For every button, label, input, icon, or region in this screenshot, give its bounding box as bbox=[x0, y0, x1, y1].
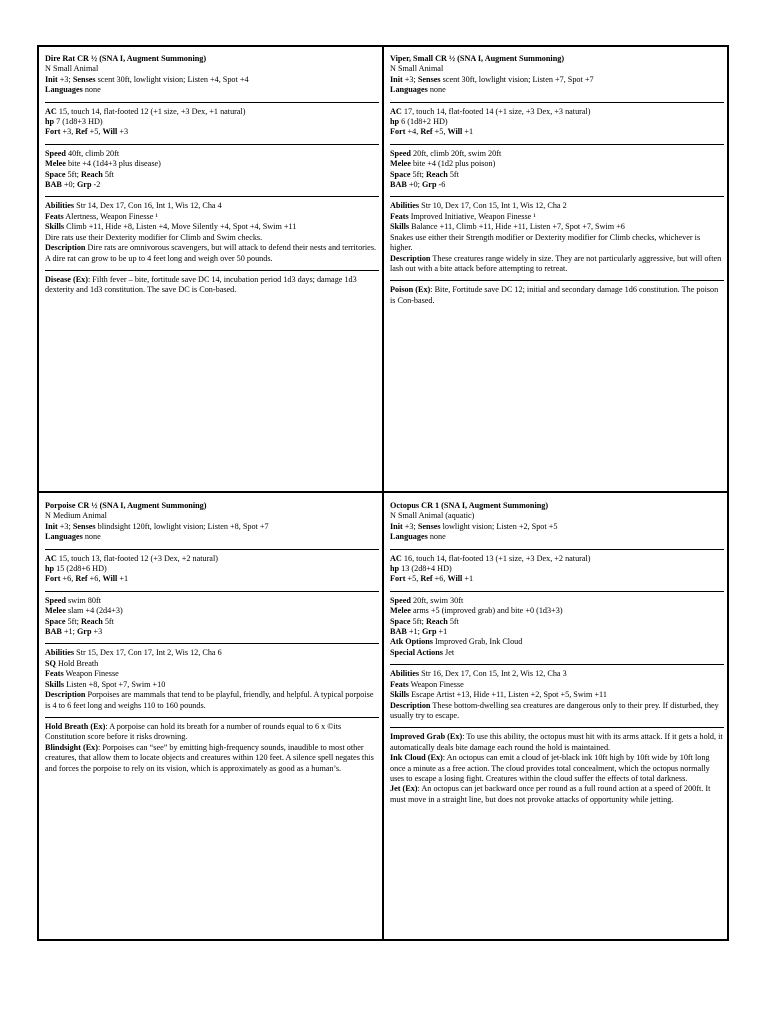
melee-line: Melee arms +5 (improved grab) and bite +0 (1d3+3) bbox=[390, 606, 563, 616]
ac-line: AC 17, touch 14, flat-footed 14 (+1 size, +3 Dex, +3 natural) bbox=[390, 106, 591, 116]
creature-type: N Medium Animal bbox=[45, 511, 107, 521]
space-reach-line: Space 5ft; Reach 5ft bbox=[390, 616, 459, 626]
sq-line: SQ Hold Breath bbox=[45, 658, 99, 668]
speed-line: Speed swim 80ft bbox=[45, 595, 101, 605]
skills-note: Snakes use either their Strength modifier or Dexterity modifier for Climb checks, whichever is higher. bbox=[390, 232, 701, 253]
special-ability: Poison (Ex): Bite, Fortitude save DC 12; initial and secondary damage 1d6 constitution. The poison is Con-based. bbox=[390, 285, 719, 305]
section-rule bbox=[45, 196, 379, 197]
melee-line: Melee slam +4 (2d4+3) bbox=[45, 606, 123, 616]
description-line: Description Porpoises are mammals that tend to be playful, friendly, and helpful. A typical porpoise is 4 to 6 feet long and weighs 110 to 160 pounds. bbox=[45, 690, 374, 710]
languages-line: Languages none bbox=[45, 532, 101, 542]
special-ability: Hold Breath (Ex): A porpoise can hold its breath for a number of rounds equal to 6 x ©its Constitution score before it risks drowning. bbox=[45, 721, 342, 742]
section-rule bbox=[45, 643, 379, 644]
feats-line: Feats Weapon Finesse bbox=[45, 669, 119, 679]
special-ability: Disease (Ex): Filth fever – bite, fortitude save DC 14, incubation period 1d3 days; damage 1d3 dexterity and 1d3 constitution. The save DC is Con-based. bbox=[45, 274, 357, 295]
init-senses-line: Init +3; Senses scent 30ft, lowlight vision; Listen +7, Spot +7 bbox=[390, 74, 594, 84]
card-viper-small bbox=[390, 54, 724, 484]
special-actions-line: Special Actions Jet bbox=[390, 647, 455, 657]
section-rule bbox=[390, 664, 724, 665]
section-rule bbox=[390, 549, 724, 550]
skills-line: Skills Escape Artist +13, Hide +11, Listen +2, Spot +5, Swim +11 bbox=[390, 690, 607, 700]
card-octopus bbox=[390, 501, 724, 931]
card-title: Porpoise CR ½ (SNA I, Augment Summoning) bbox=[45, 501, 207, 510]
skills-line: Skills Climb +11, Hide +8, Listen +4, Move Silently +4, Spot +4, Swim +11 bbox=[45, 222, 297, 232]
section-rule bbox=[390, 144, 724, 145]
atk-options-line: Atk Options Improved Grab, Ink Cloud bbox=[390, 637, 523, 647]
init-senses-line: Init +3; Senses blindsight 120ft, lowlight vision; Listen +8, Spot +7 bbox=[45, 521, 269, 531]
creature-type: N Small Animal bbox=[45, 64, 99, 74]
saves-line: Fort +5, Ref +6, Will +1 bbox=[390, 574, 474, 584]
creature-type: N Small Animal bbox=[390, 64, 444, 74]
description-line: Description These creatures range widely in size. They are not particularly aggressive, but will often lash out with a bite attack before attempting to retreat. bbox=[390, 253, 722, 273]
melee-line: Melee bite +4 (1d4+3 plus disease) bbox=[45, 159, 161, 169]
section-rule bbox=[390, 102, 724, 103]
melee-line: Melee bite +4 (1d2 plus poison) bbox=[390, 159, 496, 169]
languages-line: Languages none bbox=[390, 532, 446, 542]
description-line: Description These bottom-dwelling sea creatures are dangerous only to their prey. If disturbed, they usually try to escape. bbox=[390, 700, 719, 720]
special-ability: Jet (Ex): An octopus can jet backward once per round as a full round action at a speed of 200ft. It must move in a straight line, but does not provoke attacks of opportunity while jetting. bbox=[390, 784, 711, 804]
section-rule bbox=[390, 280, 724, 281]
special-ability: Ink Cloud (Ex): An octopus can emit a cloud of jet-black ink 10ft high by 10ft wide by 10ft long once a minute as a free action. The cloud provides total concealment, which the octopus normally uses to escape a losing fight. Creatures within the cloud suffer the effects of total darkness. bbox=[390, 753, 710, 783]
saves-line: Fort +4, Ref +5, Will +1 bbox=[390, 127, 474, 137]
card-title: Dire Rat CR ½ (SNA I, Augment Summoning) bbox=[45, 54, 207, 63]
section-rule bbox=[390, 591, 724, 592]
skills-note: Dire rats use their Dexterity modifier for Climb and Swim checks. bbox=[45, 232, 263, 242]
ac-line: AC 15, touch 13, flat-footed 12 (+3 Dex, +2 natural) bbox=[45, 553, 218, 563]
init-senses-line: Init +3; Senses scent 30ft, lowlight vision; Listen +4, Spot +4 bbox=[45, 74, 249, 84]
hp-line: hp 6 (1d8+2 HD) bbox=[390, 117, 448, 127]
skills-line: Skills Listen +8, Spot +7, Swim +10 bbox=[45, 679, 166, 689]
feats-line: Feats Alertness, Weapon Finesse ¹ bbox=[45, 211, 158, 221]
card-porpoise bbox=[45, 501, 379, 931]
abilities-line: Abilities Str 16, Dex 17, Con 15, Int 2, Wis 12, Cha 3 bbox=[390, 669, 567, 679]
special-ability: Improved Grab (Ex): To use this ability, the octopus must hit with its arms attack. If it gets a hold, it automatically deals bite damage each round the hold is maintained. bbox=[390, 732, 723, 752]
section-rule bbox=[390, 196, 724, 197]
feats-line: Feats Weapon Finesse bbox=[390, 679, 464, 689]
vertical-divider bbox=[382, 45, 384, 941]
speed-line: Speed 20ft, swim 30ft bbox=[390, 595, 464, 605]
hp-line: hp 7 (1d8+3 HD) bbox=[45, 117, 103, 127]
horizontal-divider bbox=[37, 491, 729, 493]
ac-line: AC 16, touch 14, flat-footed 13 (+1 size, +3 Dex, +2 natural) bbox=[390, 553, 591, 563]
bab-grp-line: BAB +1; Grp +3 bbox=[45, 627, 103, 637]
section-rule bbox=[45, 591, 379, 592]
feats-line: Feats Improved Initiative, Weapon Finesse ¹ bbox=[390, 211, 536, 221]
section-rule bbox=[390, 727, 724, 728]
section-rule bbox=[45, 144, 379, 145]
bab-grp-line: BAB +0; Grp -2 bbox=[45, 180, 101, 190]
hp-line: hp 15 (2d8+6 HD) bbox=[45, 564, 107, 574]
section-rule bbox=[45, 270, 379, 271]
languages-line: Languages none bbox=[45, 85, 101, 95]
abilities-line: Abilities Str 14, Dex 17, Con 16, Int 1, Wis 12, Cha 4 bbox=[45, 201, 222, 211]
bab-grp-line: BAB +1; Grp +1 bbox=[390, 627, 448, 637]
card-title: Octopus CR 1 (SNA I, Augment Summoning) bbox=[390, 501, 549, 510]
speed-line: Speed 40ft, climb 20ft bbox=[45, 148, 120, 158]
saves-line: Fort +3, Ref +5, Will +3 bbox=[45, 127, 129, 137]
init-senses-line: Init +3; Senses lowlight vision; Listen +2, Spot +5 bbox=[390, 521, 558, 531]
section-rule bbox=[45, 717, 379, 718]
abilities-line: Abilities Str 15, Dex 17, Con 17, Int 2, Wis 12, Cha 6 bbox=[45, 648, 222, 658]
bab-grp-line: BAB +0; Grp -6 bbox=[390, 180, 446, 190]
ac-line: AC 15, touch 14, flat-footed 12 (+1 size, +3 Dex, +1 natural) bbox=[45, 106, 246, 116]
description-line: Description Dire rats are omnivorous scavengers, but will attack to defend their nests and territories. A dire rat can grow to be up to 4 feet long and weigh over 50 pounds. bbox=[45, 243, 377, 263]
special-ability: Blindsight (Ex): Porpoises can “see” by emitting high-frequency sounds, inaudible to most other creatures, that allow them to locate objects and creatures within 120 feet. A silence spell negates this and forces the porpoise to rely on its vision, which is approximately as good as a human’s. bbox=[45, 742, 374, 773]
saves-line: Fort +6, Ref +6, Will +1 bbox=[45, 574, 129, 584]
card-title: Viper, Small CR ½ (SNA I, Augment Summoning) bbox=[390, 54, 565, 63]
creature-type: N Small Animal (aquatic) bbox=[390, 511, 475, 521]
languages-line: Languages none bbox=[390, 85, 446, 95]
section-rule bbox=[45, 549, 379, 550]
space-reach-line: Space 5ft; Reach 5ft bbox=[45, 616, 114, 626]
speed-line: Speed 20ft, climb 20ft, swim 20ft bbox=[390, 148, 502, 158]
space-reach-line: Space 5ft; Reach 5ft bbox=[390, 169, 459, 179]
skills-line: Skills Balance +11, Climb +11, Hide +11, Listen +7, Spot +7, Swim +6 bbox=[390, 222, 625, 232]
card-dire-rat bbox=[45, 54, 379, 484]
space-reach-line: Space 5ft; Reach 5ft bbox=[45, 169, 114, 179]
section-rule bbox=[45, 102, 379, 103]
abilities-line: Abilities Str 10, Dex 17, Con 15, Int 1, Wis 12, Cha 2 bbox=[390, 201, 567, 211]
hp-line: hp 13 (2d8+4 HD) bbox=[390, 564, 452, 574]
